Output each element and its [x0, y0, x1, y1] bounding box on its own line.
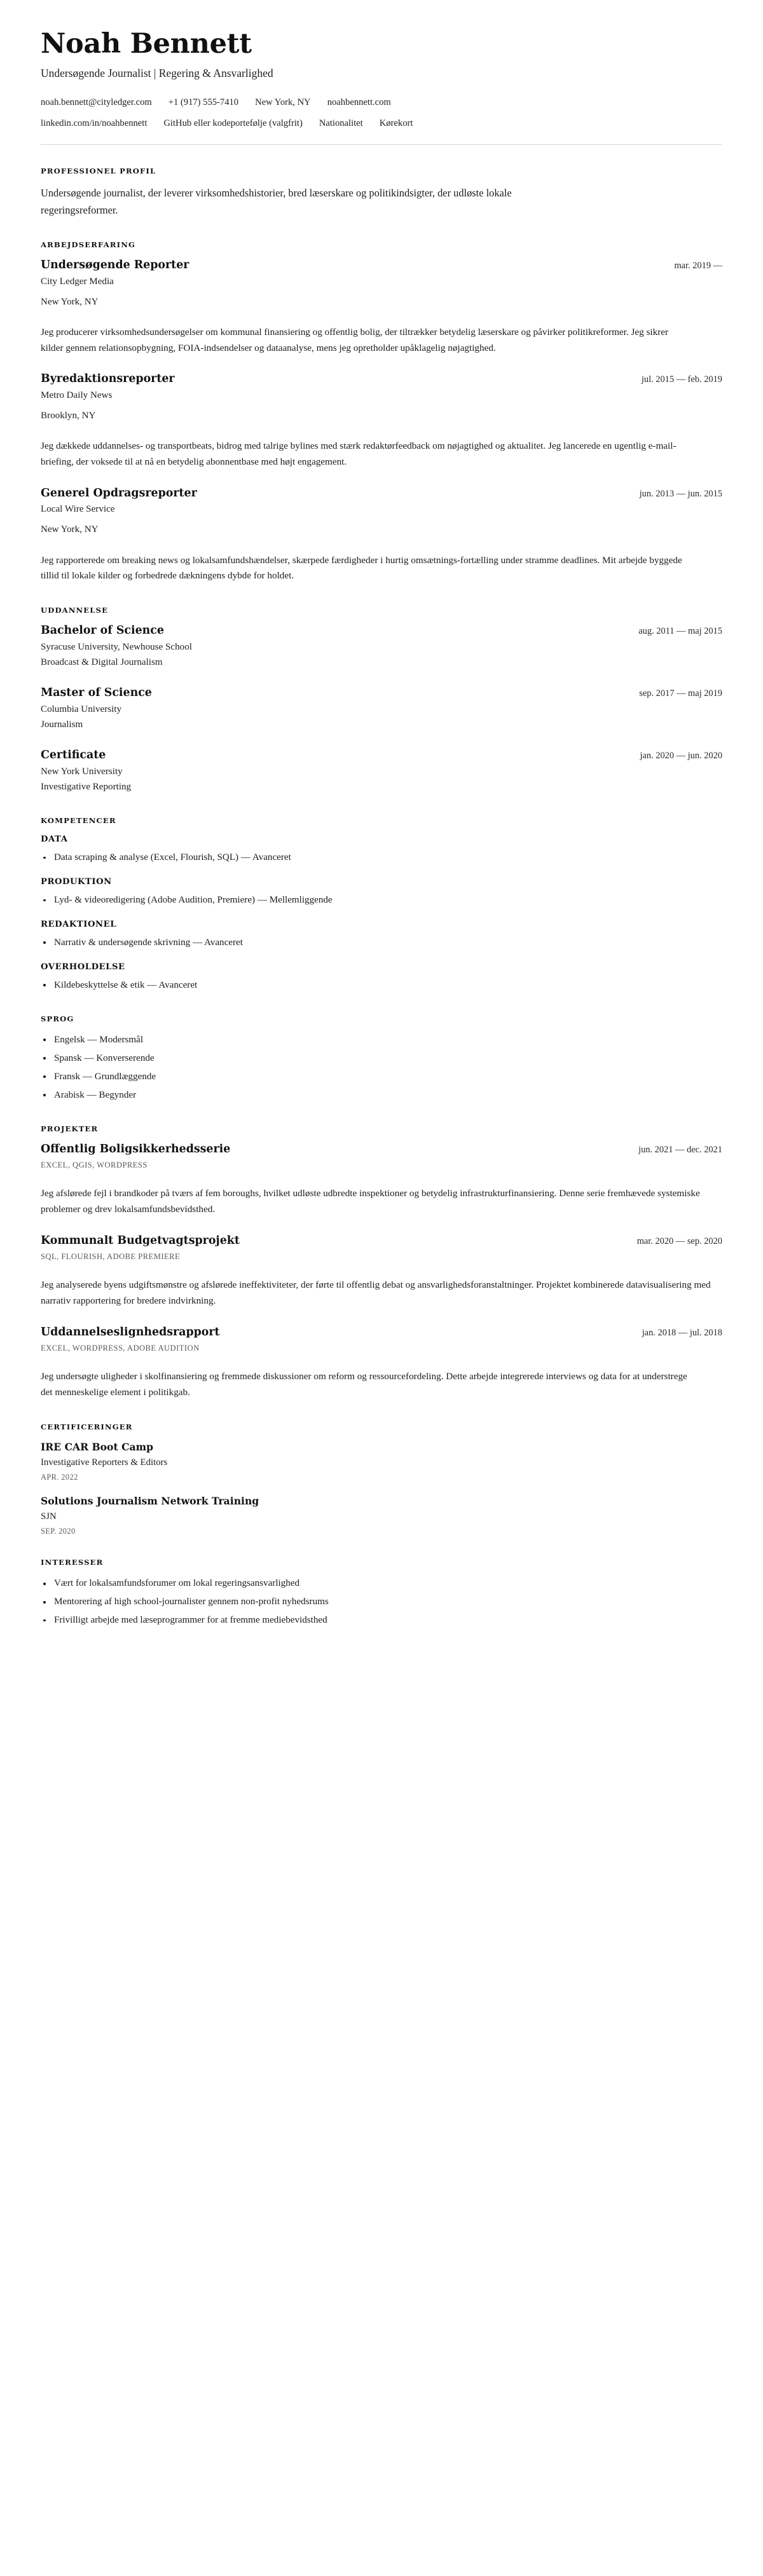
contact-location: New York, NY	[255, 97, 311, 108]
section-skills	[41, 816, 722, 993]
experience-description: Jeg dækkede uddannelses- og transportbeats, bidrog med talrige bylines med stærk redaktørfeedback om nøjagtighed og aktualitet. Jeg lancerede en ugentlig e-mail-briefing, der voksede til at nå en betydelig abonnentbase med højt engagement.	[41, 440, 677, 468]
section-title-skills: KOMPETENCER	[41, 816, 116, 826]
skill-item: Narrativ & undersøgende skrivning — Avanceret	[41, 936, 722, 950]
education-dates: jan. 2020 — jun. 2020	[640, 751, 722, 761]
skill-group	[41, 920, 722, 950]
contact-driving-licence: Kørekort	[379, 118, 413, 129]
contact-row-secondary	[41, 117, 722, 131]
contact-row-primary	[41, 96, 722, 110]
interest-item: Mentorering af high school-journalister gennem non-profit nyhedsrums	[41, 1595, 722, 1609]
project-name: Offentlig Boligsikkerhedsserie	[41, 1142, 231, 1155]
experience-company: Metro Daily News	[41, 390, 113, 401]
experience-entry	[41, 487, 722, 584]
section-title-profile: PROFESSIONEL PROFIL	[41, 166, 156, 175]
certification-name: Solutions Journalism Network Training	[41, 1495, 259, 1508]
skill-group	[41, 835, 722, 865]
education-dates: aug. 2011 — maj 2015	[638, 625, 722, 636]
skill-item: Kildebeskyttelse & etik — Avanceret	[41, 978, 722, 993]
interest-list	[41, 1576, 722, 1628]
experience-description: Jeg rapporterede om breaking news og lokalsamfundshændelser, skærpede færdigheder i hurtig omsætnings-fortælling under stramme deadlines. Mit arbejde byggede tillid til lokale kilder og forbedrede dækningens dybde for holdet.	[41, 554, 682, 582]
education-entry	[41, 749, 722, 794]
experience-role: Byredaktionsreporter	[41, 372, 175, 386]
interest-item: Vært for lokalsamfundsforumer om lokal regeringsansvarlighed	[41, 1576, 722, 1591]
contact-nationality: Nationalitet	[319, 118, 363, 129]
experience-dates: jun. 2013 — jun. 2015	[639, 488, 722, 499]
profile-summary-text: Undersøgende journalist, der leverer virksomhedshistorier, bred læserskare og politikindsigter, der udløste lokale regeringsreformer.	[41, 186, 512, 216]
skill-group-name: PRODUKTION	[41, 877, 112, 887]
education-entry-header	[41, 749, 722, 763]
education-entry	[41, 624, 722, 670]
language-item: Arabisk — Begynder	[41, 1088, 722, 1103]
section-title-projects: PROJEKTER	[41, 1124, 99, 1133]
education-dates: sep. 2017 — maj 2019	[639, 688, 722, 699]
experience-entry	[41, 259, 722, 356]
experience-entry-header	[41, 372, 722, 386]
project-tech: EXCEL, WORDPRESS, ADOBE AUDITION	[41, 1344, 200, 1353]
education-entry-header	[41, 624, 722, 638]
project-description: Jeg analyserede byens udgiftsmønstre og afslørede ineffektiviteter, der førte til offentlig debat og ansvarlighedsforanstaltninger. Projektet kombinerede datavisualisering med narrativ rapportering for bredere indvirkning.	[41, 1279, 711, 1306]
project-entry	[41, 1326, 722, 1401]
experience-location: New York, NY	[41, 524, 99, 535]
project-entry	[41, 1234, 722, 1309]
certification-entry	[41, 1495, 722, 1536]
education-entry-header	[41, 686, 722, 700]
education-institution: Columbia University	[41, 704, 122, 714]
project-dates: mar. 2020 — sep. 2020	[636, 1236, 722, 1246]
language-item: Engelsk — Modersmål	[41, 1033, 722, 1047]
certification-date: APR. 2022	[41, 1473, 78, 1482]
project-entry-header	[41, 1234, 722, 1248]
education-institution: Syracuse University, Newhouse School	[41, 641, 192, 652]
resume-header	[41, 29, 722, 145]
section-languages	[41, 1014, 722, 1103]
certification-issuer: SJN	[41, 1511, 57, 1522]
section-title-languages: SPROG	[41, 1014, 74, 1023]
candidate-headline: Undersøgende Journalist | Regering & Ansvarlighed	[41, 67, 273, 80]
education-field: Broadcast & Digital Journalism	[41, 657, 163, 668]
certification-date: SEP. 2020	[41, 1527, 76, 1536]
education-field: Investigative Reporting	[41, 782, 132, 793]
skill-group-name: REDAKTIONEL	[41, 919, 117, 929]
section-projects	[41, 1124, 722, 1401]
experience-location: Brooklyn, NY	[41, 410, 96, 421]
skill-item: Lyd- & videoredigering (Adobe Audition, Premiere) — Mellemliggende	[41, 893, 722, 908]
education-field: Journalism	[41, 719, 83, 730]
experience-entry-header	[41, 259, 722, 273]
contact-phone[interactable]: +1 (917) 555-7410	[168, 97, 239, 108]
section-interests	[41, 1558, 722, 1628]
project-dates: jan. 2018 — jul. 2018	[642, 1327, 722, 1338]
section-title-certifications: CERTIFICERINGER	[41, 1422, 133, 1431]
project-entry	[41, 1143, 722, 1218]
project-dates: jun. 2021 — dec. 2021	[638, 1144, 722, 1155]
skill-group	[41, 962, 722, 993]
skill-group	[41, 877, 722, 908]
project-description: Jeg undersøgte uligheder i skolfinansiering og fremmede diskussioner om reform og ressourcefordeling. Dette arbejde integrerede interviews og data for at understrege det menneskelige element i politikgab.	[41, 1371, 687, 1398]
education-degree: Bachelor of Science	[41, 624, 164, 637]
contact-linkedin[interactable]: linkedin.com/in/noahbennett	[41, 118, 148, 129]
header-divider	[41, 144, 722, 145]
certification-entry	[41, 1441, 722, 1482]
language-item: Fransk — Grundlæggende	[41, 1070, 722, 1084]
project-name: Uddannelseslignhedsrapport	[41, 1325, 220, 1339]
certification-name: IRE CAR Boot Camp	[41, 1440, 153, 1453]
section-title-education: UDDANNELSE	[41, 605, 109, 615]
experience-location: New York, NY	[41, 296, 99, 307]
language-list	[41, 1033, 722, 1103]
experience-dates: jul. 2015 — feb. 2019	[641, 374, 722, 385]
skill-list	[41, 850, 722, 865]
skill-group-name: OVERHOLDELSE	[41, 962, 125, 972]
experience-entry-header	[41, 487, 722, 501]
experience-company: City Ledger Media	[41, 276, 114, 287]
education-entry	[41, 686, 722, 732]
experience-company: Local Wire Service	[41, 504, 115, 515]
project-entry-header	[41, 1326, 722, 1340]
experience-dates: mar. 2019 —	[674, 261, 722, 271]
skill-list	[41, 978, 722, 993]
candidate-name: Noah Bennett	[41, 28, 252, 60]
skill-list	[41, 936, 722, 950]
section-education	[41, 606, 722, 794]
section-experience	[41, 240, 722, 584]
experience-description: Jeg producerer virksomhedsundersøgelser om kommunal finansiering og offentlig bolig, der tiltrækker betydelig læserskare og påvirker politikreformer. Jeg sikrer kilder gennem relationsopbygning, FOIA-indsendelser og dataanalyse, mens jeg opretholder upåklagelig nøjagtighed.	[41, 327, 669, 353]
contact-email[interactable]: noah.bennett@cityledger.com	[41, 97, 152, 108]
experience-entry	[41, 372, 722, 470]
project-description: Jeg afslørede fejl i brandkoder på tværs af fem boroughs, hvilket udløste udbredte inspektioner og betydelig infrastrukturfinansiering. Denne serie fremhævede systemiske problemer og drev lokalsamfundsbevidsthed.	[41, 1188, 700, 1215]
project-name: Kommunalt Budgetvagtsprojekt	[41, 1234, 240, 1247]
education-degree: Master of Science	[41, 686, 152, 699]
section-profile	[41, 167, 722, 219]
project-tech: SQL, FLOURISH, ADOBE PREMIERE	[41, 1252, 181, 1262]
contact-github[interactable]: GitHub eller kodeportefølje (valgfrit)	[163, 118, 303, 129]
experience-role: Generel Opdragsreporter	[41, 486, 197, 500]
section-title-experience: ARBEJDSERFARING	[41, 240, 136, 250]
education-institution: New York University	[41, 766, 123, 777]
skill-list	[41, 893, 722, 908]
certification-issuer: Investigative Reporters & Editors	[41, 1457, 168, 1468]
education-degree: Certificate	[41, 749, 106, 762]
project-tech: EXCEL, QGIS, WORDPRESS	[41, 1161, 148, 1170]
section-certifications	[41, 1422, 722, 1537]
contact-website[interactable]: noahbennett.com	[327, 97, 391, 108]
experience-role: Undersøgende Reporter	[41, 259, 189, 272]
section-title-interests: INTERESSER	[41, 1558, 104, 1567]
skill-group-name: DATA	[41, 835, 68, 845]
language-item: Spansk — Konverserende	[41, 1051, 722, 1066]
project-entry-header	[41, 1143, 722, 1157]
interest-item: Frivilligt arbejde med læseprogrammer for at fremme mediebevidsthed	[41, 1613, 722, 1628]
skill-item: Data scraping & analyse (Excel, Flourish, SQL) — Avanceret	[41, 850, 722, 865]
